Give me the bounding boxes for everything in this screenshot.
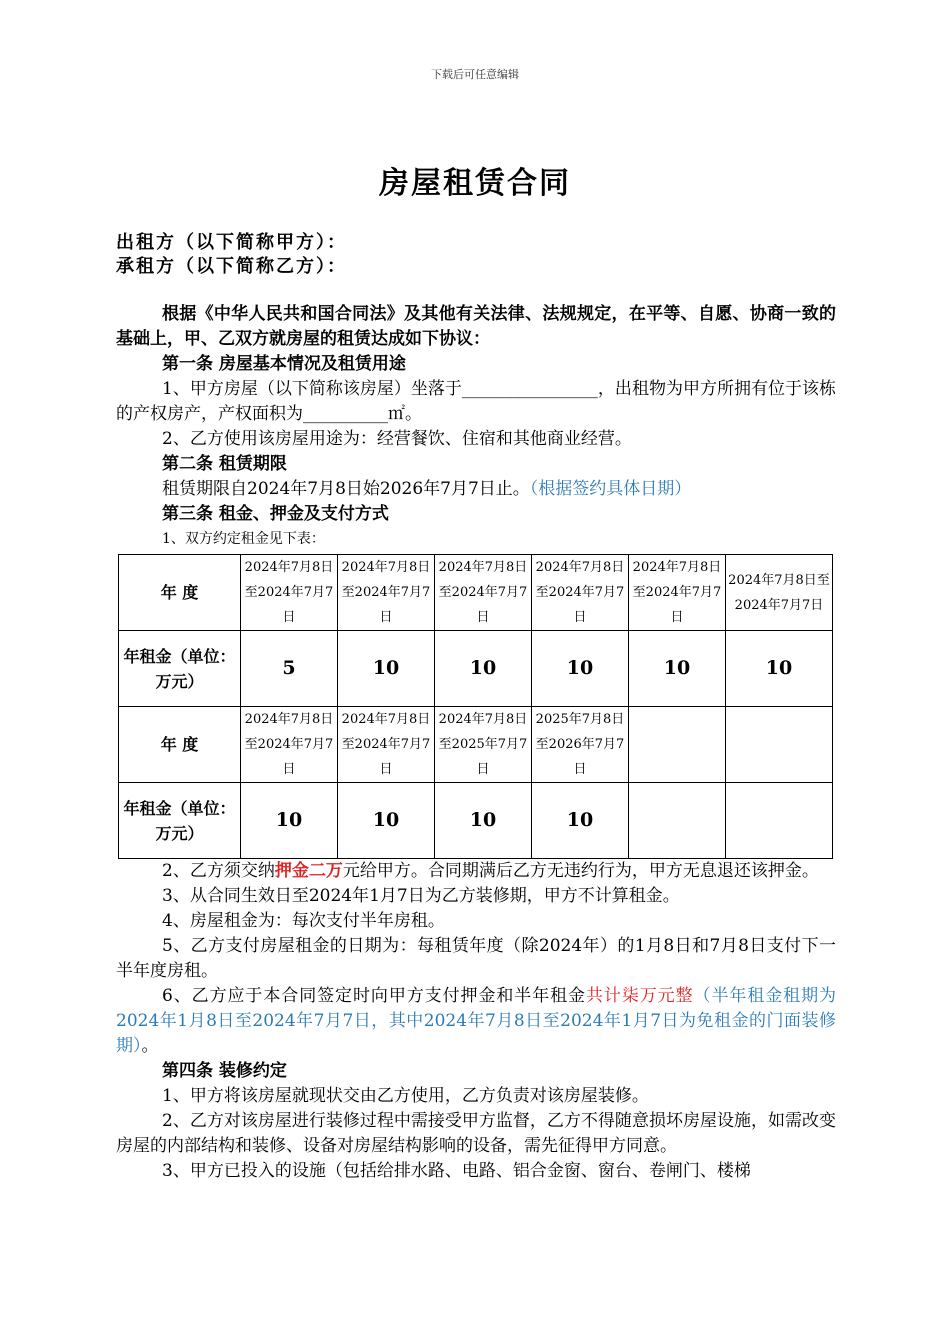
article-3-item-4: 4、房屋租金为：每次支付半年房租。 — [162, 911, 445, 931]
lessee-line: 承租方（以下简称乙方）： — [116, 256, 347, 277]
document-title: 房屋租赁合同 — [379, 166, 571, 201]
rent-value-cell: 10 — [532, 631, 629, 707]
total-amount: 共计柒万元整 — [585, 986, 694, 1006]
period-cell: 2024年7月8日至2024年7月7日 — [435, 555, 532, 631]
period-cell: 2024年7月8日至2024年7月7日 — [241, 707, 338, 783]
period-cell: 2024年7月8日至2024年7月7日 — [532, 555, 629, 631]
lessor-line: 出租方（以下简称甲方）： — [116, 232, 347, 253]
table-row — [119, 555, 833, 631]
rent-value-cell: 10 — [629, 631, 726, 707]
article-3-item-2: 2、乙方须交纳押金二万元给甲方。合同期满后乙方无违约行为，甲方无息退还该押金。 — [162, 861, 819, 881]
rent-table — [118, 554, 833, 859]
rent-period-note: （半年租金租期为2024年1月8日至2024年7月7日，其中2024年7月8日至2024年1月7日为免租金的门面装修期） — [116, 986, 836, 1056]
rent-value-cell: 10 — [435, 783, 532, 859]
rent-value-cell: 10 — [338, 631, 435, 707]
article-4-item-2: 2、乙方对该房屋进行装修过程中需接受甲方监督，乙方不得随意损坏房屋设施，如需改变房屋的内部结构和装修、设备对房屋结构影响的设备，需先征得甲方同意。 — [116, 1111, 836, 1156]
rent-table-intro: 1、双方约定租金见下表： — [162, 531, 325, 547]
table-row — [119, 707, 833, 783]
period-cell: 2025年7月8日至2026年7月7日 — [532, 707, 629, 783]
rent-value-cell — [726, 783, 833, 859]
rent-value-cell: 10 — [435, 631, 532, 707]
year-label-cell: 年 度 — [119, 707, 241, 783]
article-1-item-2: 2、乙方使用该房屋用途为：经营餐饮、住宿和其他商业经营。 — [162, 429, 632, 449]
rent-value-cell: 10 — [241, 783, 338, 859]
article-1-heading: 第一条 房屋基本情况及租赁用途 — [162, 354, 406, 374]
rent-label-cell: 年租金（单位：万元） — [119, 783, 241, 859]
period-cell: 2024年7月8日至2024年7月7日 — [726, 555, 833, 631]
contract-body — [116, 302, 836, 1184]
table-row — [119, 631, 833, 707]
rent-value-cell: 10 — [532, 783, 629, 859]
article-2-text: 租赁期限自2024年7月8日始2026年7月7日止。（根据签约具体日期） — [162, 479, 692, 499]
period-cell: 2024年7月8日至2024年7月7日 — [338, 707, 435, 783]
rent-value-cell: 5 — [241, 631, 338, 707]
period-cell: 2024年7月8日至2024年7月7日 — [629, 555, 726, 631]
header-note: 下载后可任意编辑 — [431, 68, 519, 81]
period-cell: 2024年7月8日至2024年7月7日 — [241, 555, 338, 631]
year-label-cell: 年 度 — [119, 555, 241, 631]
article-2-note: （根据签约具体日期） — [529, 479, 692, 499]
table-row — [119, 783, 833, 859]
rent-value-cell: 10 — [726, 631, 833, 707]
location-blank: ________________ — [461, 379, 598, 399]
article-3-item-3: 3、从合同生效日至2024年1月7日为乙方装修期，甲方不计算租金。 — [162, 886, 680, 906]
article-4-item-3: 3、甲方已投入的设施（包括给排水路、电路、铝合金窗、窗台、卷闸门、楼梯 — [162, 1161, 751, 1181]
area-blank: __________ — [303, 404, 388, 424]
period-cell: 2024年7月8日至2024年7月7日 — [338, 555, 435, 631]
rent-label-cell: 年租金（单位：万元） — [119, 631, 241, 707]
deposit-amount: 押金二万 — [274, 861, 343, 881]
article-3-heading: 第三条 租金、押金及支付方式 — [162, 504, 389, 524]
article-3-item-6: 6、乙方应于本合同签定时向甲方支付押金和半年租金共计柒万元整（半年租金租期为2024年1月8日至2024年7月7日，其中2024年7月8日至2024年1月7日为免租金的门面装修期）。 — [116, 986, 836, 1056]
article-2-heading: 第二条 租赁期限 — [162, 454, 287, 474]
period-cell — [726, 707, 833, 783]
article-3-item-5: 5、乙方支付房屋租金的日期为：每租赁年度（除2024年）的1月8日和7月8日支付下一半年度房租。 — [116, 936, 836, 981]
rent-value-cell — [629, 783, 726, 859]
period-cell — [629, 707, 726, 783]
article-4-item-1: 1、甲方将该房屋就现状交由乙方使用，乙方负责对该房屋装修。 — [162, 1086, 649, 1106]
article-4-heading: 第四条 装修约定 — [162, 1061, 287, 1081]
article-1-item-1: 1、甲方房屋（以下简称该房屋）坐落于________________，出租物为甲方所拥有位于该栋的产权房产，产权面积为__________㎡。 — [116, 379, 836, 424]
intro-paragraph: 根据《中华人民共和国合同法》及其他有关法律、法规规定，在平等、自愿、协商一致的基础上，甲、乙双方就房屋的租赁达成如下协议： — [116, 304, 836, 349]
rent-value-cell: 10 — [338, 783, 435, 859]
period-cell: 2024年7月8日至2025年7月7日 — [435, 707, 532, 783]
